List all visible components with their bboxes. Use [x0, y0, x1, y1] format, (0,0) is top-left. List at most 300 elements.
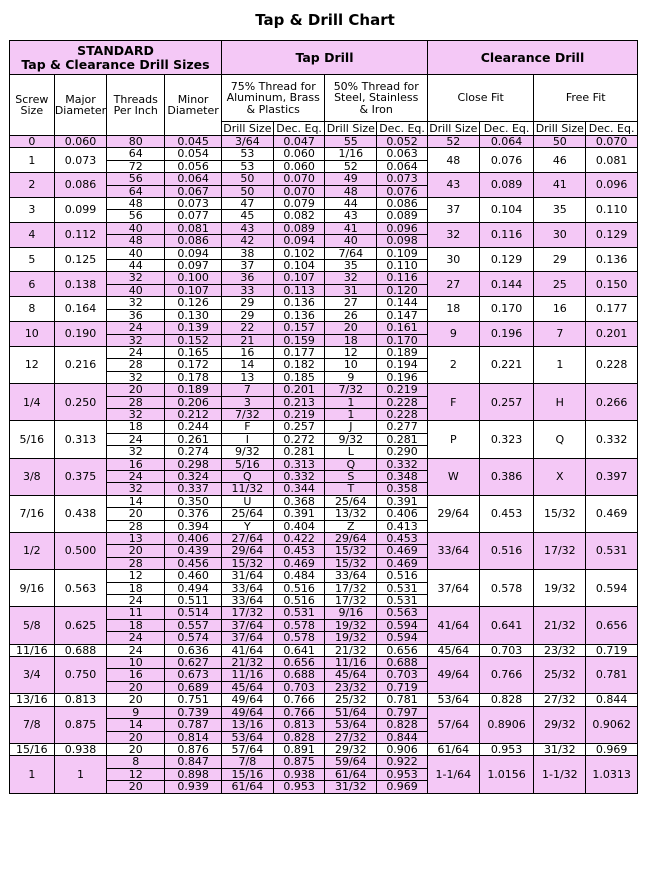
screw-size-cell: 3	[10, 198, 55, 223]
tap75-dec-eq-cell: 0.079	[273, 198, 325, 210]
screw-size-cell: 9/16	[10, 570, 55, 607]
tap50-drill-size-cell: 31	[325, 284, 377, 296]
tap75-dec-eq-cell: 0.089	[273, 222, 325, 234]
threads-per-inch-cell: 32	[107, 483, 165, 495]
tap75-dec-eq-cell: 0.875	[273, 756, 325, 768]
tap50-drill-size-cell: 20	[325, 322, 377, 334]
close-fit-dec-eq-cell: 0.8906	[479, 706, 534, 743]
tap50-drill-size-cell: 26	[325, 309, 377, 321]
close-fit-drill-size-cell: W	[427, 458, 479, 495]
minor-diameter-cell: 0.045	[165, 136, 222, 148]
tap75-drill-size-cell: 16	[221, 346, 273, 358]
tap75-dec-eq-cell: 0.766	[273, 706, 325, 718]
tap75-drill-size-cell: 50	[221, 185, 273, 197]
tap75-drill-size-cell: 7/32	[221, 408, 273, 420]
screw-size-cell: 1/2	[10, 533, 55, 570]
standard-header: STANDARD Tap & Clearance Drill Sizes	[10, 41, 222, 75]
tap50-dec-eq-cell: 0.194	[377, 359, 428, 371]
tap50-dec-eq-cell: 0.953	[377, 768, 428, 780]
minor-diameter-cell: 0.165	[165, 346, 222, 358]
tap75-dec-eq-cell: 0.082	[273, 210, 325, 222]
tap50-dec-eq-cell: 0.922	[377, 756, 428, 768]
tap-drill-header: Tap Drill	[221, 41, 427, 75]
tap50-dec-eq-cell: 0.688	[377, 657, 428, 669]
tap50-drill-size-cell: S	[325, 470, 377, 482]
tap75-drill-size-cell: 15/16	[221, 768, 273, 780]
minor-diameter-cell: 0.064	[165, 173, 222, 185]
minor-diameter-cell: 0.394	[165, 520, 222, 532]
threads-per-inch-cell: 72	[107, 160, 165, 172]
threads-per-inch-cell: 11	[107, 607, 165, 619]
tap50-dec-eq-cell: 0.076	[377, 185, 428, 197]
tap75-dec-eq-cell: 0.107	[273, 272, 325, 284]
free-fit-dec-eq-cell: 0.177	[586, 297, 638, 322]
tap75-dec-eq-cell: 0.368	[273, 495, 325, 507]
tap75-dec-eq-cell: 0.060	[273, 148, 325, 160]
tap75-drill-size-cell: 37	[221, 260, 273, 272]
tap50-dec-eq-cell: 0.594	[377, 632, 428, 644]
close-fit-dec-eq-cell: 0.953	[479, 743, 534, 755]
minor-diameter-cell: 0.460	[165, 570, 222, 582]
tap75-drill-size-cell: 61/64	[221, 781, 273, 793]
free-fit-drill-size-cell: 7	[534, 322, 586, 347]
close-fit-dec-eq-cell: 0.323	[479, 421, 534, 458]
tap50-dec-eq-cell: 0.594	[377, 619, 428, 631]
minor-diameter-cell: 0.898	[165, 768, 222, 780]
tap75-drill-size-cell: 37/64	[221, 619, 273, 631]
tap50-dec-eq-cell: 0.413	[377, 520, 428, 532]
major-diameter-cell: 0.688	[54, 644, 107, 656]
tap75-drill-size-cell: 7/8	[221, 756, 273, 768]
threads-per-inch-cell: 20	[107, 694, 165, 706]
threads-per-inch-cell: 28	[107, 396, 165, 408]
tap75-dec-eq-cell: 0.070	[273, 173, 325, 185]
threads-per-inch-cell: 20	[107, 384, 165, 396]
major-diameter-cell: 0.813	[54, 694, 107, 706]
tap50-drill-size-cell: 15/32	[325, 557, 377, 569]
close-fit-dec-eq-cell: 0.170	[479, 297, 534, 322]
minor-diameter-cell: 0.939	[165, 781, 222, 793]
tap50-dec-eq-cell: 0.516	[377, 570, 428, 582]
threads-per-inch-header: Threads Per Inch	[107, 75, 165, 136]
tap75-drill-size-cell: 50	[221, 173, 273, 185]
threads-per-inch-cell: 64	[107, 148, 165, 160]
minor-diameter-cell: 0.189	[165, 384, 222, 396]
minor-diameter-cell: 0.574	[165, 632, 222, 644]
threads-per-inch-cell: 28	[107, 557, 165, 569]
screw-size-cell: 1/4	[10, 384, 55, 421]
free-fit-drill-size-cell: 27/32	[534, 694, 586, 706]
close-fit-drill-size-cell: 48	[427, 148, 479, 173]
minor-diameter-cell: 0.439	[165, 545, 222, 557]
threads-per-inch-cell: 14	[107, 719, 165, 731]
minor-diameter-cell: 0.152	[165, 334, 222, 346]
tap75-dec-eq-cell: 0.272	[273, 433, 325, 445]
tap50-dec-eq-cell: 0.797	[377, 706, 428, 718]
screw-size-cell: 10	[10, 322, 55, 347]
tap50-drill-size-cell: 1/16	[325, 148, 377, 160]
minor-diameter-cell: 0.557	[165, 619, 222, 631]
free-fit-drill-size-cell: X	[534, 458, 586, 495]
minor-diameter-cell: 0.178	[165, 371, 222, 383]
tap75-drill-size-cell: 37/64	[221, 632, 273, 644]
tap50-dec-eq-cell: 0.228	[377, 408, 428, 420]
table-row	[10, 384, 638, 396]
tap50-dec-eq-cell: 0.703	[377, 669, 428, 681]
tap50-drill-size-cell: 11/16	[325, 657, 377, 669]
tap50-drill-size-cell: 40	[325, 235, 377, 247]
close-fit-dec-eq-cell: 0.076	[479, 148, 534, 173]
tap75-dec-eq-cell: 0.159	[273, 334, 325, 346]
tap50-dec-eq-cell: 0.469	[377, 557, 428, 569]
threads-per-inch-cell: 24	[107, 322, 165, 334]
threads-per-inch-cell: 32	[107, 297, 165, 309]
threads-per-inch-cell: 18	[107, 421, 165, 433]
minor-diameter-cell: 0.097	[165, 260, 222, 272]
table-row	[10, 346, 638, 358]
tap75-drill-size-cell: 13/16	[221, 719, 273, 731]
free-fit-dec-eq-cell: 0.110	[586, 198, 638, 223]
tap75-drill-size-cell: 15/32	[221, 557, 273, 569]
minor-diameter-cell: 0.067	[165, 185, 222, 197]
tap50-drill-size-cell: 1	[325, 408, 377, 420]
screw-size-cell: 5/8	[10, 607, 55, 644]
tap75-drill-size-cell: 14	[221, 359, 273, 371]
tap50-drill-size-cell: 18	[325, 334, 377, 346]
major-diameter-cell: 0.563	[54, 570, 107, 607]
threads-per-inch-cell: 44	[107, 260, 165, 272]
free-fit-dec-eq-cell: 0.844	[586, 694, 638, 706]
minor-diameter-cell: 0.073	[165, 198, 222, 210]
tap75-dec-eq-cell: 0.688	[273, 669, 325, 681]
tap50-dec-eq-cell: 0.844	[377, 731, 428, 743]
free-fit-drill-size-cell: 23/32	[534, 644, 586, 656]
minor-diameter-cell: 0.244	[165, 421, 222, 433]
close-fit-drill-size-cell: 9	[427, 322, 479, 347]
tap50-dec-eq-cell: 0.086	[377, 198, 428, 210]
minor-diameter-cell: 0.077	[165, 210, 222, 222]
tap50-drill-size-cell: T	[325, 483, 377, 495]
tap75-dec-eq-cell: 0.422	[273, 533, 325, 545]
tap75-dec-eq-cell: 0.703	[273, 681, 325, 693]
tap75-drill-size-cell: 45/64	[221, 681, 273, 693]
table-row	[10, 743, 638, 755]
tap50-drill-size-cell: 53/64	[325, 719, 377, 731]
close-fit-drill-size-cell: 57/64	[427, 706, 479, 743]
minor-diameter-cell: 0.847	[165, 756, 222, 768]
tap75-dec-eq-cell: 0.047	[273, 136, 325, 148]
major-diameter-cell: 1	[54, 756, 107, 793]
tap75-drill-size-cell: Q	[221, 470, 273, 482]
free-fit-drill-size-cell: Q	[534, 421, 586, 458]
threads-per-inch-cell: 36	[107, 309, 165, 321]
tap50-drill-size-cell: 27/32	[325, 731, 377, 743]
tap75-dec-eq-cell: 0.157	[273, 322, 325, 334]
tap50-drill-size-cell: 32	[325, 272, 377, 284]
screw-size-cell: 11/16	[10, 644, 55, 656]
threads-per-inch-cell: 20	[107, 508, 165, 520]
free-fit-dec-eq-cell: 0.9062	[586, 706, 638, 743]
tap75-drill-size-cell: 13	[221, 371, 273, 383]
tap75-dec-eq-cell: 0.484	[273, 570, 325, 582]
tap50-dec-eq-cell: 0.219	[377, 384, 428, 396]
dec-eq-header: Dec. Eq.	[586, 122, 638, 136]
tap75-drill-size-cell: 11/32	[221, 483, 273, 495]
close-fit-dec-eq-cell: 0.828	[479, 694, 534, 706]
tap75-drill-size-cell: 3/64	[221, 136, 273, 148]
table-row	[10, 570, 638, 582]
tap50-dec-eq-cell: 0.290	[377, 446, 428, 458]
tap50-drill-size-cell: 29/64	[325, 533, 377, 545]
tap75-drill-size-cell: 27/64	[221, 533, 273, 545]
free-fit-drill-size-cell: 16	[534, 297, 586, 322]
tap75-drill-size-cell: 7	[221, 384, 273, 396]
close-fit-dec-eq-cell: 0.516	[479, 533, 534, 570]
tap75-dec-eq-cell: 0.219	[273, 408, 325, 420]
tap50-dec-eq-cell: 0.120	[377, 284, 428, 296]
free-fit-drill-size-cell: 31/32	[534, 743, 586, 755]
tap50-drill-size-cell: 31/32	[325, 781, 377, 793]
tap50-drill-size-cell: 21/32	[325, 644, 377, 656]
tap75-drill-size-cell: 21	[221, 334, 273, 346]
minor-diameter-cell: 0.274	[165, 446, 222, 458]
close-fit-dec-eq-cell: 0.641	[479, 607, 534, 644]
free-fit-drill-size-cell: 29	[534, 247, 586, 272]
tap50-drill-size-cell: J	[325, 421, 377, 433]
threads-per-inch-cell: 14	[107, 495, 165, 507]
free-fit-dec-eq-cell: 0.081	[586, 148, 638, 173]
tap50-drill-size-cell: 48	[325, 185, 377, 197]
major-diameter-cell: 0.125	[54, 247, 107, 272]
major-diameter-cell: 0.438	[54, 495, 107, 532]
dec-eq-header: Dec. Eq.	[479, 122, 534, 136]
minor-diameter-cell: 0.139	[165, 322, 222, 334]
dec-eq-header: Dec. Eq.	[273, 122, 325, 136]
tap75-dec-eq-cell: 0.828	[273, 731, 325, 743]
close-fit-drill-size-cell: 33/64	[427, 533, 479, 570]
tap75-drill-size-cell: 33	[221, 284, 273, 296]
minor-diameter-cell: 0.876	[165, 743, 222, 755]
tap75-drill-size-cell: Y	[221, 520, 273, 532]
minor-diameter-cell: 0.406	[165, 533, 222, 545]
tap50-drill-size-cell: 17/32	[325, 595, 377, 607]
tap75-dec-eq-cell: 0.332	[273, 470, 325, 482]
tap50-dec-eq-cell: 0.469	[377, 545, 428, 557]
tap50-drill-size-cell: 45/64	[325, 669, 377, 681]
threads-per-inch-cell: 80	[107, 136, 165, 148]
screw-size-cell: 6	[10, 272, 55, 297]
tap50-drill-size-cell: 9	[325, 371, 377, 383]
screw-size-cell: 13/16	[10, 694, 55, 706]
tap50-drill-size-cell: 19/32	[325, 619, 377, 631]
tap75-dec-eq-cell: 0.641	[273, 644, 325, 656]
screw-size-cell: 0	[10, 136, 55, 148]
tap75-drill-size-cell: 57/64	[221, 743, 273, 755]
tap75-dec-eq-cell: 0.060	[273, 160, 325, 172]
threads-per-inch-cell: 8	[107, 756, 165, 768]
drill-size-header: Drill Size	[535, 121, 584, 135]
close-fit-drill-size-cell: F	[427, 384, 479, 421]
drill-size-header: Drill Size	[429, 121, 478, 135]
threads-per-inch-cell: 32	[107, 446, 165, 458]
tap50-dec-eq-cell: 0.116	[377, 272, 428, 284]
screw-size-cell: 4	[10, 222, 55, 247]
clearance-drill-header: Clearance Drill	[427, 41, 637, 75]
table-row	[10, 495, 638, 507]
free-fit-dec-eq-cell: 0.150	[586, 272, 638, 297]
tap50-dec-eq-cell: 0.189	[377, 346, 428, 358]
free-fit-dec-eq-cell: 0.969	[586, 743, 638, 755]
tap50-drill-size-cell: 44	[325, 198, 377, 210]
free-fit-drill-size-cell: 1-1/32	[534, 756, 586, 793]
major-diameter-cell: 0.750	[54, 657, 107, 694]
major-diameter-cell: 0.060	[54, 136, 107, 148]
tap75-drill-size-cell: 38	[221, 247, 273, 259]
minor-diameter-cell: 0.081	[165, 222, 222, 234]
major-diameter-cell: 0.500	[54, 533, 107, 570]
tap75-dec-eq-cell: 0.102	[273, 247, 325, 259]
tap50-drill-size-cell: 41	[325, 222, 377, 234]
drill-size-header: Drill Size	[326, 121, 375, 135]
threads-per-inch-cell: 56	[107, 173, 165, 185]
tap50-dec-eq-cell: 0.052	[377, 136, 428, 148]
tap50-drill-size-cell: 9/16	[325, 607, 377, 619]
threads-per-inch-cell: 32	[107, 408, 165, 420]
tap75-dec-eq-cell: 0.516	[273, 595, 325, 607]
tap50-drill-size-cell: Q	[325, 458, 377, 470]
free-fit-dec-eq-cell: 0.719	[586, 644, 638, 656]
tap50-dec-eq-cell: 0.358	[377, 483, 428, 495]
close-fit-dec-eq-cell: 0.453	[479, 495, 534, 532]
tap75-dec-eq-cell: 0.185	[273, 371, 325, 383]
close-fit-dec-eq-cell: 0.129	[479, 247, 534, 272]
tap50-dec-eq-cell: 0.089	[377, 210, 428, 222]
threads-per-inch-cell: 9	[107, 706, 165, 718]
minor-diameter-cell: 0.086	[165, 235, 222, 247]
close-fit-drill-size-cell: 1-1/64	[427, 756, 479, 793]
tap75-dec-eq-cell: 0.344	[273, 483, 325, 495]
tap75-dec-eq-cell: 0.453	[273, 545, 325, 557]
major-diameter-cell: 0.073	[54, 148, 107, 173]
tap75-drill-size-cell: 47	[221, 198, 273, 210]
minor-diameter-cell: 0.206	[165, 396, 222, 408]
tap50-drill-size-cell: 7/64	[325, 247, 377, 259]
tap50-dec-eq-cell: 0.110	[377, 260, 428, 272]
close-fit-drill-size-cell: 30	[427, 247, 479, 272]
tap75-dec-eq-cell: 0.391	[273, 508, 325, 520]
free-fit-dec-eq-cell: 0.656	[586, 607, 638, 644]
tap50-dec-eq-cell: 0.906	[377, 743, 428, 755]
tap75-dec-eq-cell: 0.104	[273, 260, 325, 272]
free-fit-dec-eq-cell: 0.469	[586, 495, 638, 532]
tap75-dec-eq-cell: 0.313	[273, 458, 325, 470]
tap50-drill-size-cell: 1	[325, 396, 377, 408]
tap75-dec-eq-cell: 0.578	[273, 619, 325, 631]
tap50-dec-eq-cell: 0.098	[377, 235, 428, 247]
threads-per-inch-cell: 24	[107, 644, 165, 656]
tap50-dec-eq-cell: 0.228	[377, 396, 428, 408]
tap75-drill-size-cell: 21/32	[221, 657, 273, 669]
tap75-dec-eq-cell: 0.766	[273, 694, 325, 706]
minor-diameter-cell: 0.130	[165, 309, 222, 321]
tap75-dec-eq-cell: 0.813	[273, 719, 325, 731]
screw-size-cell: 5/16	[10, 421, 55, 458]
tap50-drill-size-cell: 10	[325, 359, 377, 371]
minor-diameter-cell: 0.172	[165, 359, 222, 371]
minor-diameter-cell: 0.126	[165, 297, 222, 309]
tap75-drill-size-cell: F	[221, 421, 273, 433]
tap75-dec-eq-cell: 0.891	[273, 743, 325, 755]
major-diameter-cell: 0.164	[54, 297, 107, 322]
tap75-dec-eq-cell: 0.201	[273, 384, 325, 396]
free-fit-drill-size-cell: 41	[534, 173, 586, 198]
table-row	[10, 644, 638, 656]
minor-diameter-cell: 0.107	[165, 284, 222, 296]
tap75-drill-size-cell: 43	[221, 222, 273, 234]
free-fit-dec-eq-cell: 0.594	[586, 570, 638, 607]
threads-per-inch-cell: 32	[107, 334, 165, 346]
free-fit-drill-size-cell: 21/32	[534, 607, 586, 644]
minor-diameter-cell: 0.751	[165, 694, 222, 706]
major-diameter-header: Major Diameter	[54, 75, 107, 136]
minor-diameter-cell: 0.298	[165, 458, 222, 470]
tap75-dec-eq-cell: 0.136	[273, 309, 325, 321]
free-fit-dec-eq-cell: 1.0313	[586, 756, 638, 793]
tap50-dec-eq-cell: 0.348	[377, 470, 428, 482]
table-row	[10, 173, 638, 185]
minor-diameter-cell: 0.337	[165, 483, 222, 495]
major-diameter-cell: 0.086	[54, 173, 107, 198]
minor-diameter-cell: 0.627	[165, 657, 222, 669]
major-diameter-cell: 0.625	[54, 607, 107, 644]
minor-diameter-cell: 0.094	[165, 247, 222, 259]
major-diameter-cell: 0.938	[54, 743, 107, 755]
minor-diameter-cell: 0.350	[165, 495, 222, 507]
close-fit-drill-size-cell: 43	[427, 173, 479, 198]
close-fit-dec-eq-cell: 0.089	[479, 173, 534, 198]
tap75-dec-eq-cell: 0.404	[273, 520, 325, 532]
tap-drill-table	[9, 40, 638, 794]
tap75-drill-size-cell: 33/64	[221, 595, 273, 607]
close-fit-drill-size-cell: P	[427, 421, 479, 458]
free-fit-dec-eq-cell: 0.332	[586, 421, 638, 458]
free-fit-dec-eq-cell: 0.070	[586, 136, 638, 148]
tap75-drill-size-cell: 53	[221, 160, 273, 172]
minor-diameter-header: Minor Diameter	[165, 75, 222, 136]
threads-per-inch-cell: 20	[107, 781, 165, 793]
tap50-dec-eq-cell: 0.170	[377, 334, 428, 346]
free-fit-dec-eq-cell: 0.266	[586, 384, 638, 421]
screw-size-cell: 1	[10, 148, 55, 173]
tap75-dec-eq-cell: 0.281	[273, 446, 325, 458]
tap50-drill-size-cell: 25/64	[325, 495, 377, 507]
tap50-drill-size-cell: 12	[325, 346, 377, 358]
major-diameter-cell: 0.216	[54, 346, 107, 383]
tap50-drill-size-cell: 13/32	[325, 508, 377, 520]
tap50-dec-eq-cell: 0.144	[377, 297, 428, 309]
minor-diameter-cell: 0.511	[165, 595, 222, 607]
close-fit-drill-size-cell: 27	[427, 272, 479, 297]
tap50-dec-eq-cell: 0.109	[377, 247, 428, 259]
tap50-drill-size-cell: Z	[325, 520, 377, 532]
threads-per-inch-cell: 18	[107, 619, 165, 631]
free-fit-drill-size-cell: 30	[534, 222, 586, 247]
free-fit-drill-size-cell: 19/32	[534, 570, 586, 607]
chart-title: Tap & Drill Chart	[255, 11, 395, 29]
table-row	[10, 458, 638, 470]
tap75-drill-size-cell: I	[221, 433, 273, 445]
threads-per-inch-cell: 20	[107, 731, 165, 743]
